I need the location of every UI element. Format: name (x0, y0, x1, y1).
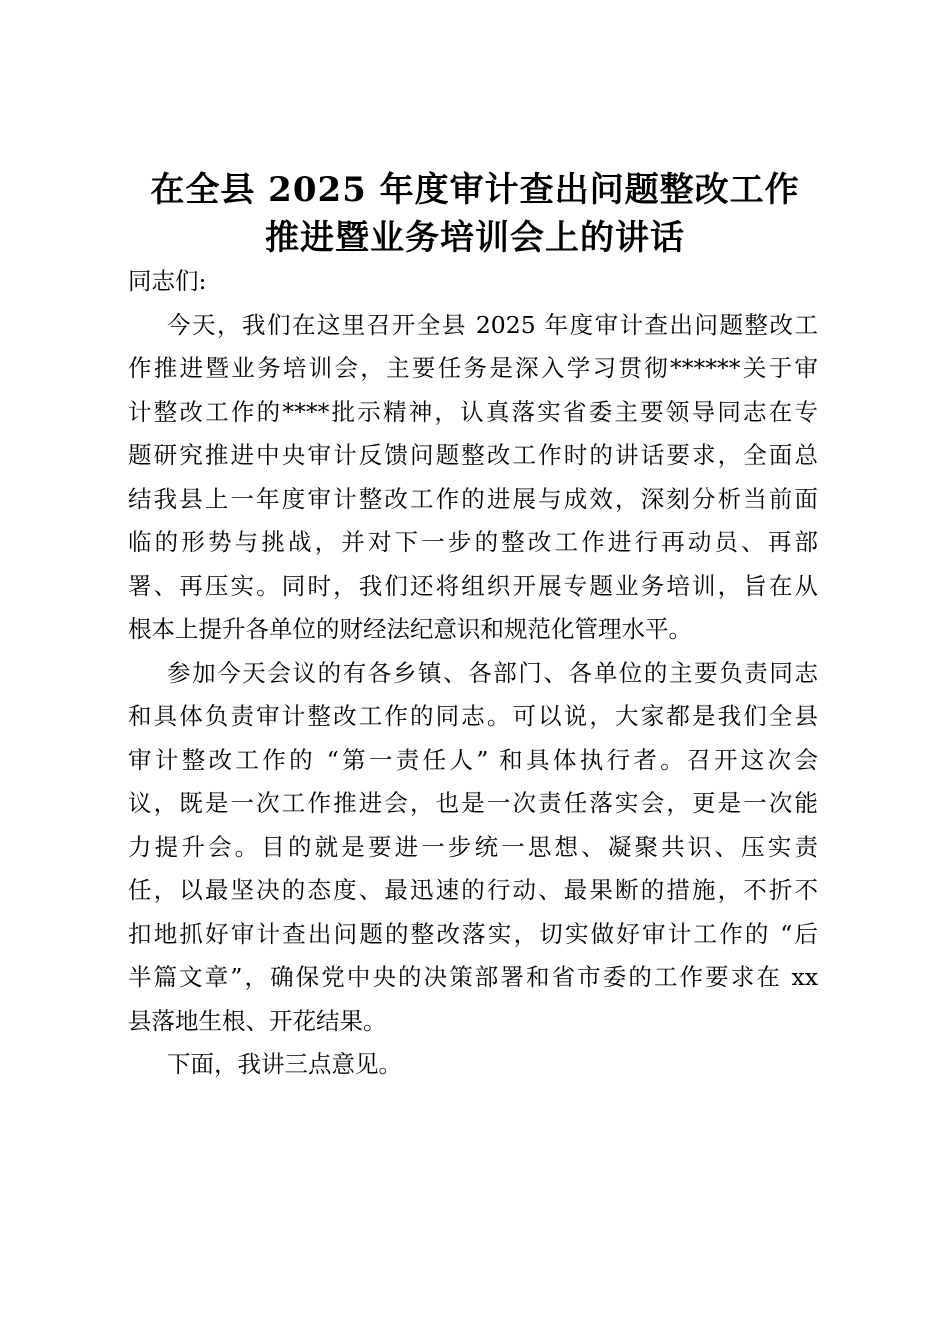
paragraph-line: 题研究推进中央审计反馈问题整改工作时的讲话要求，全面总 (128, 441, 818, 469)
paragraph-line: 结我县上一年度审计整改工作的进展与成效，深刻分析当前面 (128, 484, 818, 513)
document-title (120, 166, 830, 262)
paragraph-line: 县落地生根、开花结果。 (128, 1006, 387, 1035)
salutation: 同志们: (128, 267, 207, 295)
paragraph-line: 参加今天会议的有各乡镇、各部门、各单位的主要负责同志 (167, 658, 818, 687)
paragraph-2 (128, 652, 818, 1044)
paragraph-line: 临的形势与挑战，并对下一步的整改工作进行再动员、再部 (128, 528, 818, 556)
paragraph-line: 下面，我讲三点意见。 (167, 1050, 402, 1078)
paragraph-line: 任，以最坚决的态度、最迅速的行动、最果断的措施，不折不 (128, 876, 818, 904)
paragraph-line: 和具体负责审计整改工作的同志。可以说，大家都是我们全县 (128, 702, 818, 730)
document-body (128, 260, 818, 1087)
title-line-2: 推进暨业务培训会上的讲话 (265, 218, 685, 258)
paragraph-line: 作推进暨业务培训会，主要任务是深入学习贯彻******关于审 (128, 354, 818, 382)
paragraph-line: 今天，我们在这里召开全县 2025 年度审计查出问题整改工 (167, 310, 818, 339)
paragraph-3 (128, 1043, 818, 1087)
paragraph-line: 根本上提升各单位的财经法纪意识和规范化管理水平。 (128, 615, 692, 643)
paragraph-line: 扣地抓好审计查出问题的整改落实，切实做好审计工作的 “后 (128, 919, 818, 948)
paragraph-line: 半篇文章”，确保党中央的决策部署和省市委的工作要求在 xx (128, 963, 818, 991)
paragraph-line: 计整改工作的****批示精神，认真落实省委主要领导同志在专 (128, 397, 818, 426)
paragraph-line: 审计整改工作的 “第一责任人” 和具体执行者。召开这次会 (128, 745, 818, 774)
paragraph-line: 署、再压实。同时，我们还将组织开展专题业务培训，旨在从 (128, 571, 818, 600)
paragraph-1 (128, 304, 818, 652)
paragraph-line: 力提升会。目的就是要进一步统一思想、凝聚共识、压实责 (128, 832, 818, 861)
paragraph-line: 议，既是一次工作推进会，也是一次责任落实会，更是一次能 (128, 789, 818, 817)
title-line-1: 在全县 2025 年度审计查出问题整改工作 (150, 170, 800, 210)
